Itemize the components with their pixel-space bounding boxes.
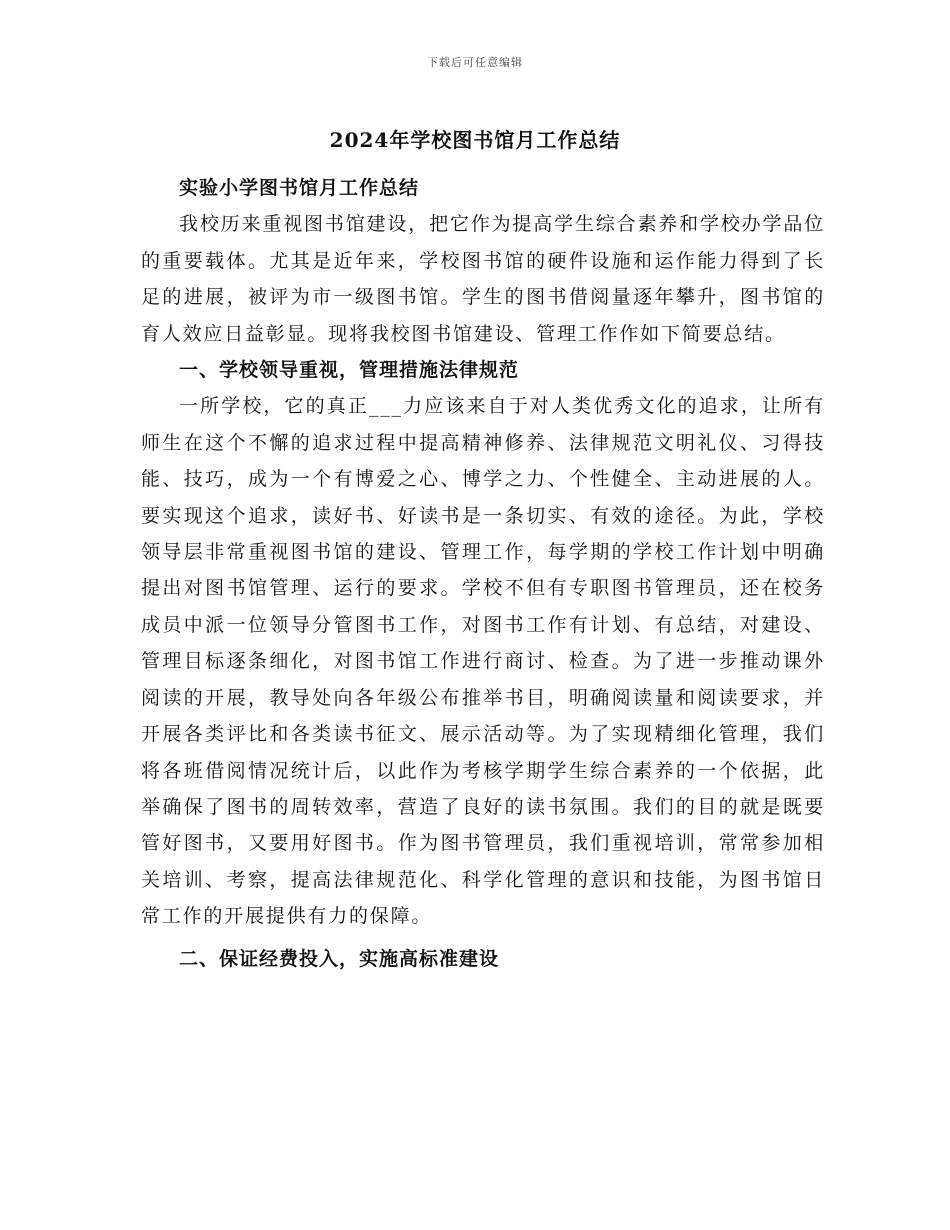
section-1-heading: 一、学校领导重视，管理措施法律规范 xyxy=(179,359,520,382)
section-1-paragraph: 一所学校，它的真正___力应该来自于对人类优秀文化的追求，让所有师生在这个不懈的追求过程中提高精神修养、法律规范文明礼仪、习得技能、技巧，成为一个有博爱之心、博学之力、个性健全、主动进展的人。要实现这个追求，读好书、好读书是一条切实、有效的途径。为此，学校领导层非常重视图书馆的建设、管理工作，每学期的学校工作计划中明确提出对图书馆管理、运行的要求。学校不但有专职图书管理员，还在校务成员中派一位领导分管图书工作，对图书工作有计划、有总结，对建设、管理目标逐条细化，对图书馆工作进行商讨、检查。为了进一步推动课外阅读的开展，教导处向各年级公布推举书目，明确阅读量和阅读要求，并开展各类评比和各类读书征文、展示活动等。为了实现精细化管理，我们将各班借阅情况统计后，以此作为考核学期学生综合素养的一个依据，此举确保了图书的周转效率，营造了良好的读书氛围。我们的目的就是既要管好图书，又要用好图书。作为图书管理员，我们重视培训，常常参加相关培训、考察，提高法律规范化、科学化管理的意识和技能，为图书馆日常工作的开展提供有力的保障。 xyxy=(141,395,825,928)
document-title: 2024年学校图书馆月工作总结 xyxy=(329,128,621,152)
document-subtitle: 实验小学图书馆月工作总结 xyxy=(179,177,420,199)
document-body xyxy=(141,170,825,977)
page-header-note: 下载后可任意编辑 xyxy=(427,56,523,69)
section-2-heading: 二、保证经费投入，实施高标准建设 xyxy=(179,947,500,970)
intro-paragraph: 我校历来重视图书馆建设，把它作为提高学生综合素养和学校办学品位的重要载体。尤其是近年来，学校图书馆的硬件设施和运作能力得到了长足的进展，被评为市一级图书馆。学生的图书借阅量逐年攀升，图书馆的育人效应日益彰显。现将我校图书馆建设、管理工作作如下简要总结。 xyxy=(141,213,825,345)
